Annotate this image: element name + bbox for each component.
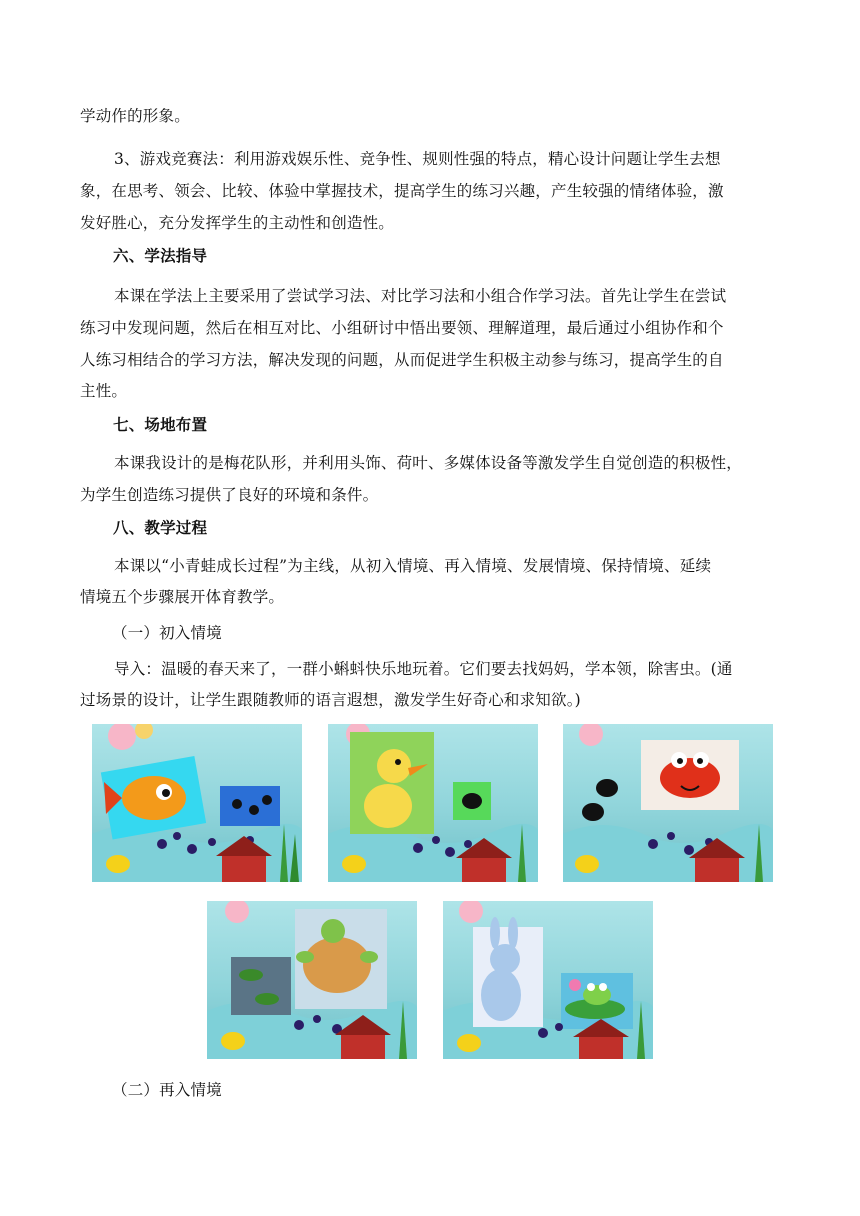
paragraph-line: 本课在学法上主要采用了尝试学习法、对比学习法和小组合作学习法。首先让学生在尝试: [114, 287, 727, 305]
paragraph-line: 本课以“小青蛙成长过程”为主线，从初入情境、再入情境、发展情境、保持情境、延续: [114, 557, 712, 575]
paragraph-line: 本课我设计的是梅花队形，并利用头饰、荷叶、多媒体设备等激发学生自觉创造的积极性，: [114, 454, 743, 472]
fish-and-tadpoles-image: [92, 724, 302, 882]
paragraph-line: 3、游戏竞赛法：利用游戏娱乐性、竞争性、规则性强的特点，精心设计问题让学生去想: [114, 150, 721, 168]
turtle-and-frogs-image: [207, 901, 417, 1059]
subsection-heading: （一）初入情境: [112, 624, 222, 642]
section-heading-teaching-process: 八、教学过程: [113, 519, 208, 537]
paragraph-line: 导入：温暖的春天来了，一群小蝌蚪快乐地玩着。它们要去找妈妈，学本领，除害虫。(通: [114, 660, 733, 678]
duck-and-tadpole-image: [328, 724, 538, 882]
paragraph-line: 过场景的设计，让学生跟随教师的语言遐想，激发学生好奇心和求知欲。): [80, 691, 581, 709]
paragraph-line: 练习中发现问题，然后在相互对比、小组研讨中悟出要领、理解道理，最后通过小组协作和个: [80, 319, 724, 337]
paragraph-line: 发好胜心，充分发挥学生的主动性和创造性。: [80, 214, 395, 232]
paragraph-line: 为学生创造练习提供了良好的环境和条件。: [80, 486, 379, 504]
section-heading-venue-layout: 七、场地布置: [113, 416, 208, 434]
paragraph-line: 象，在思考、领会、比较、体验中掌握技术，提高学生的练习兴趣，产生较强的情绪体验，激: [80, 182, 724, 200]
paragraph-line: 情境五个步骤展开体育教学。: [80, 588, 285, 606]
paragraph-line: 主性。: [80, 382, 128, 400]
section-heading-study-methods: 六、学法指导: [113, 247, 208, 265]
paragraph-line: 人练习相结合的学习方法，解决发现的问题，从而促进学生积极主动参与练习，提高学生的自: [80, 351, 724, 369]
rabbit-and-frog-image: [443, 901, 653, 1059]
paragraph-line: 学动作的形象。: [80, 107, 190, 125]
subsection-heading: （二）再入情境: [112, 1081, 222, 1099]
crab-and-tadpoles-image: [563, 724, 773, 882]
